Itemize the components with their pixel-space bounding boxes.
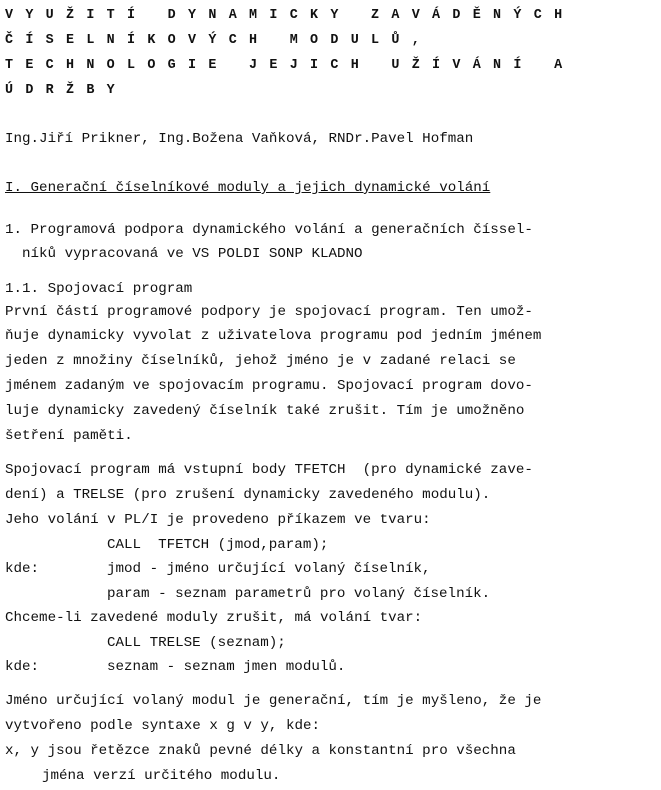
where-label-2: kde: (5, 659, 40, 675)
para3-line-4: jména verzí určitého modulu. (42, 768, 281, 784)
where-jmod: jmod - jméno určující volaný číselník, (107, 561, 431, 577)
para2-line-2: dení) a TRELSE (pro zrušení dynamicky zavedeného modulu). (5, 487, 491, 503)
para3-line-1: Jméno určující volaný modul je generační, tím je myšleno, že je (5, 693, 542, 709)
para2-line-1: Spojovací program má vstupní body TFETCH (pro dynamické zave- (5, 462, 533, 478)
cancel-line: Chceme-li zavedené moduly zrušit, má volání tvar: (5, 610, 423, 626)
where-label-1: kde: (5, 561, 40, 577)
para2-line-3: Jeho volání v PL/I je provedeno příkazem ve tvaru: (5, 512, 431, 528)
sub-sub-heading: 1.1. Spojovací program (5, 281, 193, 297)
where-param: param - seznam parametrů pro volaný číselník. (107, 586, 491, 602)
subsection-line-1: 1. Programová podpora dynamického volání a generačních číssel- (5, 222, 533, 238)
title-line-1: VYUŽITÍ DYNAMICKY ZAVÁDĚNÝCH (5, 8, 575, 23)
call-trelse: CALL TRELSE (seznam); (107, 635, 286, 651)
title-line-3: TECHNOLOGIE JEJICH UŽÍVÁNÍ A (5, 58, 575, 73)
para1-line-3: jeden z množiny číselníků, jehož jméno je v zadané relaci se (5, 353, 516, 369)
call-tfetch: CALL TFETCH (jmod,param); (107, 537, 329, 553)
para1-line-5: luje dynamicky zavedený číselník také zrušit. Tím je umožněno (5, 403, 525, 419)
para1-line-1: První částí programové podpory je spojovací program. Ten umož- (5, 304, 533, 320)
title-line-4: ÚDRŽBY (5, 83, 128, 98)
para1-line-2: ňuje dynamicky vyvolat z uživatelova programu pod jedním jménem (5, 328, 542, 344)
authors: Ing.Jiří Prikner, Ing.Božena Vaňková, RNDr.Pavel Hofman (5, 131, 474, 147)
section-heading: I. Generační číselníkové moduly a jejich dynamické volání (5, 180, 491, 196)
where-seznam: seznam - seznam jmen modulů. (107, 659, 346, 675)
subsection-line-2: níků vypracovaná ve VS POLDI SONP KLADNO (22, 246, 363, 262)
para3-line-2: vytvořeno podle syntaxe x g v y, kde: (5, 718, 321, 734)
para1-line-6: šetření paměti. (5, 428, 133, 444)
para3-line-3: x, y jsou řetězce znaků pevné délky a konstantní pro všechna (5, 743, 516, 759)
title-line-2: ČÍSELNÍKOVÝCH MODULŮ, (5, 33, 433, 48)
para1-line-4: jménem zadaným ve spojovacím programu. Spojovací program dovo- (5, 378, 533, 394)
